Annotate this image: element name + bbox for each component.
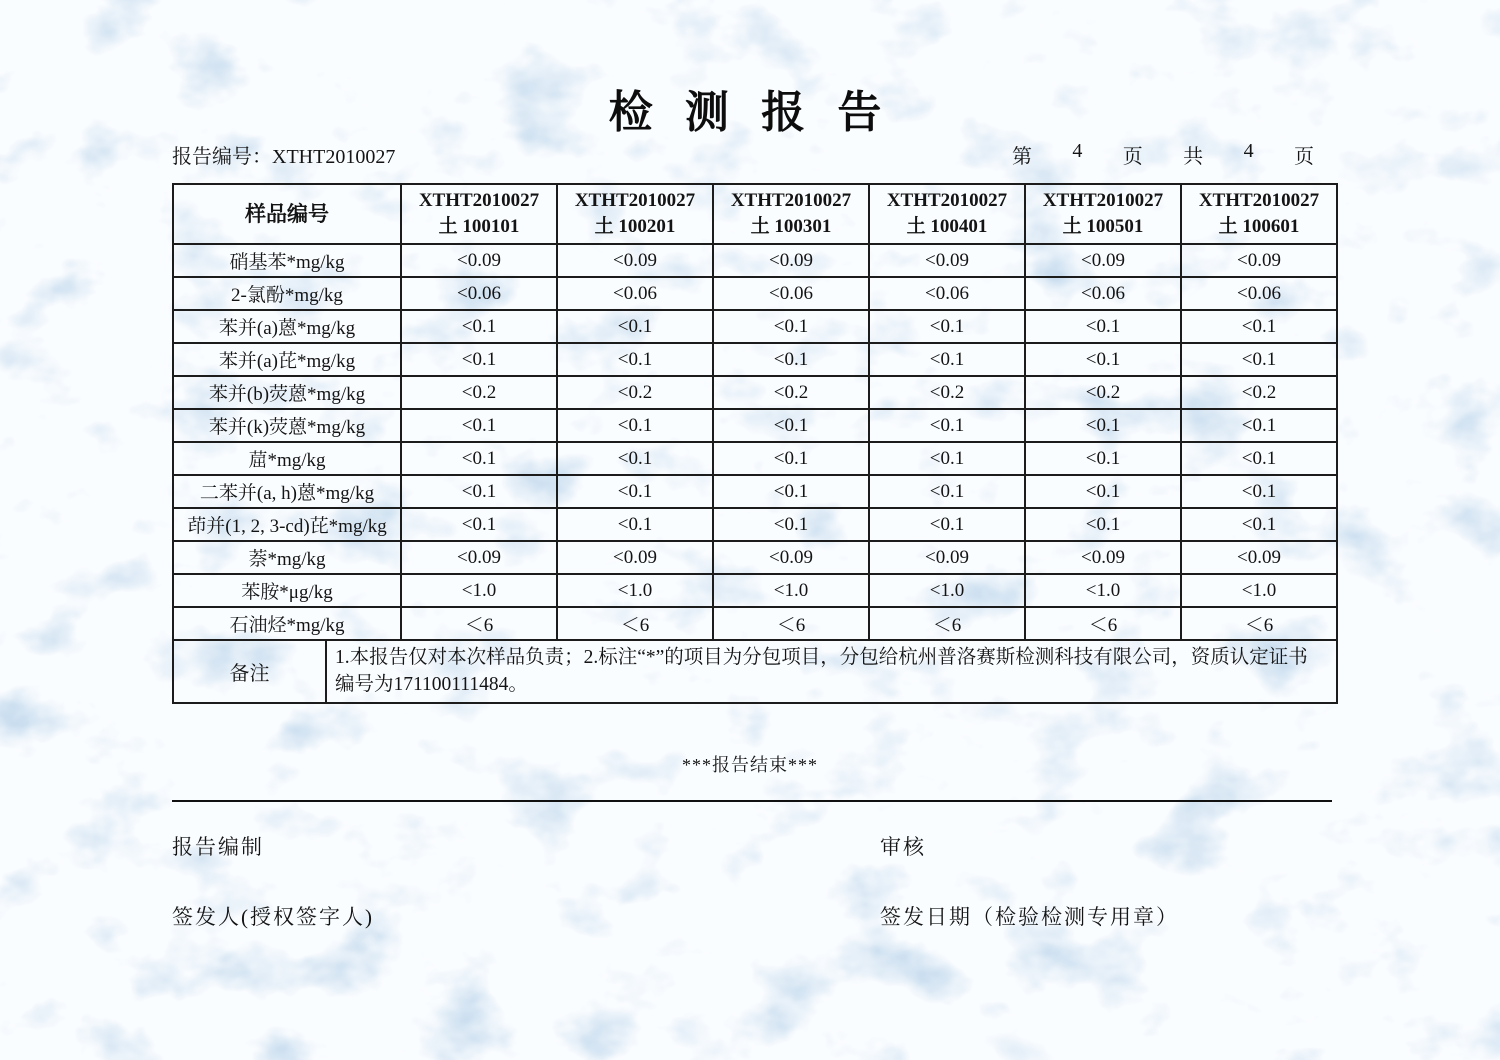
- result-cell: <0.1: [869, 343, 1025, 376]
- issue-date-label: 签发日期（检验检测专用章）: [880, 905, 1179, 929]
- result-cell: <0.1: [1025, 409, 1181, 442]
- sample-column-header: [869, 184, 1025, 244]
- table-row: [173, 310, 1337, 343]
- result-cell: <0.09: [557, 541, 713, 574]
- sample-code: XTHT2010027: [730, 190, 852, 212]
- parameter-label: 硝基苯*mg/kg: [173, 244, 401, 277]
- result-cell: <1.0: [401, 574, 557, 607]
- results-table: [172, 183, 1338, 704]
- table-row: [173, 607, 1337, 640]
- result-cell: <0.09: [869, 244, 1025, 277]
- parameter-label: 2-氯酚*mg/kg: [173, 277, 401, 310]
- result-cell: <1.0: [713, 574, 869, 607]
- result-cell: <1.0: [1181, 574, 1337, 607]
- parameter-label: 二苯并(a, h)蒽*mg/kg: [173, 475, 401, 508]
- table-row: [173, 442, 1337, 475]
- table-row: [173, 343, 1337, 376]
- result-cell: <0.1: [869, 310, 1025, 343]
- result-cell: <0.06: [713, 277, 869, 310]
- result-cell: <0.2: [401, 376, 557, 409]
- result-cell: <0.1: [1181, 475, 1337, 508]
- page-indicator: [1012, 140, 1314, 169]
- result-cell: <0.06: [557, 277, 713, 310]
- result-cell: <0.1: [557, 409, 713, 442]
- sample-code: XTHT2010027: [886, 190, 1008, 212]
- result-cell: <0.1: [1025, 310, 1181, 343]
- result-cell: <0.1: [869, 442, 1025, 475]
- result-cell: <0.1: [713, 508, 869, 541]
- result-cell: ＜6: [1181, 607, 1337, 640]
- result-cell: <0.2: [1181, 376, 1337, 409]
- result-cell: <0.09: [1025, 541, 1181, 574]
- remark-row: [173, 640, 1337, 703]
- result-cell: <0.2: [713, 376, 869, 409]
- result-cell: <0.1: [1181, 343, 1337, 376]
- table-row: [173, 277, 1337, 310]
- result-cell: <1.0: [869, 574, 1025, 607]
- result-cell: <0.09: [869, 541, 1025, 574]
- result-cell: <0.1: [1025, 343, 1181, 376]
- sample-column-header: [1025, 184, 1181, 244]
- remark-wrap: [174, 641, 1336, 702]
- result-cell: <0.1: [1025, 475, 1181, 508]
- parameter-label: 石油烃*mg/kg: [173, 607, 401, 640]
- table-row: [173, 574, 1337, 607]
- result-cell: <0.1: [713, 310, 869, 343]
- issuer-label: 签发人(授权签字人): [172, 905, 374, 929]
- result-cell: <0.06: [401, 277, 557, 310]
- result-cell: <0.1: [557, 442, 713, 475]
- result-cell: <0.1: [1181, 409, 1337, 442]
- pager-current-page: 4: [1072, 140, 1083, 162]
- result-cell: <0.1: [869, 475, 1025, 508]
- parameter-label: 茚并(1, 2, 3-cd)芘*mg/kg: [173, 508, 401, 541]
- sample-code: XTHT2010027: [1198, 190, 1320, 212]
- table-row: [173, 409, 1337, 442]
- sample-code: XTHT2010027: [1042, 190, 1164, 212]
- remark-label: 备注: [174, 641, 327, 702]
- result-cell: <1.0: [557, 574, 713, 607]
- reviewed-by-label: 审核: [880, 835, 926, 859]
- prepared-by-label: 报告编制: [172, 835, 264, 859]
- result-cell: <0.2: [869, 376, 1025, 409]
- result-cell: <0.1: [401, 508, 557, 541]
- results-tbody: [173, 244, 1337, 640]
- pager-word: 页: [1293, 146, 1314, 168]
- result-cell: ＜6: [401, 607, 557, 640]
- result-cell: <0.1: [869, 409, 1025, 442]
- table-header-row: [173, 184, 1337, 244]
- sample-soil-id: 土 100501: [1062, 216, 1144, 237]
- result-cell: <0.1: [401, 310, 557, 343]
- result-cell: ＜6: [869, 607, 1025, 640]
- result-cell: <0.1: [1025, 442, 1181, 475]
- sample-soil-id: 土 100401: [906, 216, 988, 237]
- result-cell: <0.1: [713, 442, 869, 475]
- result-cell: <0.1: [401, 343, 557, 376]
- result-cell: <0.1: [557, 508, 713, 541]
- report-end-note: ***报告结束***: [682, 755, 818, 775]
- result-cell: <0.1: [401, 475, 557, 508]
- sample-column-header: [713, 184, 869, 244]
- result-cell: <0.1: [713, 409, 869, 442]
- parameter-label: 苯并(k)荧蒽*mg/kg: [173, 409, 401, 442]
- result-cell: <1.0: [1025, 574, 1181, 607]
- result-cell: <0.1: [1025, 508, 1181, 541]
- result-cell: <0.06: [1025, 277, 1181, 310]
- result-cell: ＜6: [1025, 607, 1181, 640]
- result-cell: <0.1: [713, 343, 869, 376]
- pager-total-pages: 4: [1243, 140, 1254, 162]
- table-row: [173, 508, 1337, 541]
- result-cell: <0.1: [557, 310, 713, 343]
- table-row: [173, 541, 1337, 574]
- result-cell: <0.1: [1181, 508, 1337, 541]
- result-cell: <0.09: [1025, 244, 1181, 277]
- result-cell: <0.06: [869, 277, 1025, 310]
- result-cell: <0.1: [557, 343, 713, 376]
- page-title: 检 测 报 告: [608, 88, 892, 137]
- sample-soil-id: 土 100301: [750, 216, 832, 237]
- result-cell: ＜6: [557, 607, 713, 640]
- result-cell: <0.1: [557, 475, 713, 508]
- result-cell: <0.1: [1181, 310, 1337, 343]
- result-cell: <0.1: [713, 475, 869, 508]
- result-cell: <0.09: [557, 244, 713, 277]
- parameter-label: 苯并(b)荧蒽*mg/kg: [173, 376, 401, 409]
- result-cell: ＜6: [713, 607, 869, 640]
- parameter-label: 苯并(a)芘*mg/kg: [173, 343, 401, 376]
- sample-code: XTHT2010027: [418, 190, 540, 212]
- table-row: [173, 244, 1337, 277]
- pager-word: 页: [1122, 146, 1143, 168]
- report-number: 报告编号：XTHT2010027: [172, 146, 396, 168]
- sample-column-header: [557, 184, 713, 244]
- sample-soil-id: 土 100601: [1218, 216, 1300, 237]
- result-cell: <0.09: [1181, 244, 1337, 277]
- result-cell: <0.09: [1181, 541, 1337, 574]
- parameter-label: 䓛*mg/kg: [173, 442, 401, 475]
- parameter-label: 苯胺*μg/kg: [173, 574, 401, 607]
- remark-text: 1.本报告仅对本次样品负责；2.标注“*”的项目为分包项目，分包给杭州普洛赛斯检测科技有限公司，资质认定证书编号为171100111484。: [335, 647, 1308, 696]
- sample-soil-id: 土 100101: [438, 216, 520, 237]
- table-row: [173, 475, 1337, 508]
- pager-word: 共: [1183, 146, 1204, 168]
- parameter-label: 苯并(a)蒽*mg/kg: [173, 310, 401, 343]
- result-cell: <0.09: [713, 244, 869, 277]
- result-cell: <0.1: [1181, 442, 1337, 475]
- result-cell: <0.1: [401, 409, 557, 442]
- result-cell: <0.09: [401, 541, 557, 574]
- sample-soil-id: 土 100201: [594, 216, 676, 237]
- result-cell: <0.2: [1025, 376, 1181, 409]
- sample-column-header: [401, 184, 557, 244]
- result-cell: <0.1: [869, 508, 1025, 541]
- sample-column-header: [1181, 184, 1337, 244]
- parameter-label: 萘*mg/kg: [173, 541, 401, 574]
- table-row: [173, 376, 1337, 409]
- result-cell: <0.1: [401, 442, 557, 475]
- signature-divider: [172, 800, 1332, 802]
- pager-word: 第: [1012, 146, 1032, 168]
- result-cell: <0.09: [713, 541, 869, 574]
- sample-id-header: 样品编号: [173, 184, 401, 244]
- result-cell: <0.2: [557, 376, 713, 409]
- result-cell: <0.09: [401, 244, 557, 277]
- result-cell: <0.06: [1181, 277, 1337, 310]
- remark-cell: [173, 640, 1337, 703]
- sample-code: XTHT2010027: [574, 190, 696, 212]
